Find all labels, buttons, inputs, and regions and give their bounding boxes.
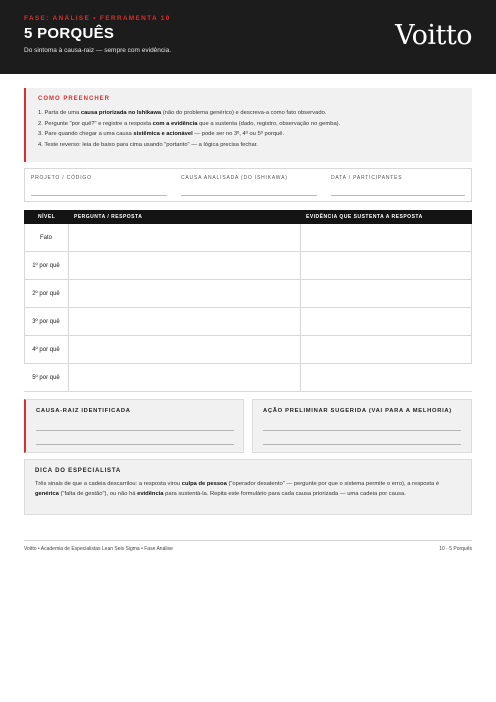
question-answer-cell[interactable]: [68, 336, 300, 364]
text-run: 1. Parta de uma: [38, 110, 81, 116]
row-level-label: 2º por quê: [32, 291, 60, 297]
evidence-cell[interactable]: [300, 364, 472, 392]
emphasis-text: sistêmica e acionável: [133, 131, 193, 138]
preliminary-action-line[interactable]: [263, 430, 461, 431]
meta-label: DATA / PARTICIPANTES: [331, 175, 403, 181]
question-answer-cell[interactable]: [68, 224, 300, 252]
meta-input-line[interactable]: [181, 195, 317, 196]
footer-page-label: 10 · 5 Porquês: [439, 546, 472, 552]
instruction-item: [38, 140, 340, 151]
preliminary-action-line[interactable]: [263, 444, 461, 445]
text-run: Três sinais de que a cadeia descarrilou: a resposta virou: [35, 481, 182, 487]
preliminary-action-title: AÇÃO PRELIMINAR SUGERIDA (VAI PARA A MELHORIA): [263, 408, 452, 414]
expert-tip-text: [35, 479, 461, 499]
text-run: ("falta de gestão"), ou não há: [58, 491, 138, 497]
row-level-label: 1º por quê: [32, 263, 60, 269]
evidence-cell[interactable]: [300, 280, 472, 308]
header-level: NÍVEL: [38, 214, 56, 220]
preliminary-action-box: [252, 399, 472, 453]
instruction-item: [38, 108, 340, 119]
table-row: [24, 308, 472, 336]
question-answer-cell[interactable]: [68, 252, 300, 280]
page-title: 5 PORQUÊS: [24, 25, 115, 42]
text-run: para sustentá-la. Repita este formulário para cada causa priorizada — uma cadeia por causa.: [163, 491, 406, 497]
meta-label: PROJETO / CÓDIGO: [31, 175, 92, 181]
voitto-logo: Voitto: [395, 20, 472, 51]
table-row: [24, 336, 472, 364]
table-row: [24, 280, 472, 308]
table-row: [24, 224, 472, 252]
root-cause-title: CAUSA-RAIZ IDENTIFICADA: [36, 408, 131, 414]
emphasis-text: causa priorizada no Ishikawa: [80, 110, 162, 116]
text-run: (não do problema genérico) e descreva-a como fato observado.: [161, 110, 327, 116]
page-subtitle: Do sintoma à causa-raiz — sempre com evidência.: [24, 47, 172, 54]
instructions-panel: [24, 88, 472, 162]
emphasis-text: genérica: [35, 491, 59, 497]
row-level-label: Fato: [39, 235, 52, 241]
meta-input-line[interactable]: [31, 195, 167, 196]
footer-divider: [24, 540, 472, 541]
expert-tip-panel: [24, 459, 472, 515]
expert-tip-title: DICA DO ESPECIALISTA: [35, 468, 122, 474]
row-level-label: 4º por quê: [32, 347, 60, 353]
row-level-label: 5º por quê: [32, 375, 60, 381]
question-answer-cell[interactable]: [68, 280, 300, 308]
header-question: PERGUNTA / RESPOSTA: [74, 214, 143, 220]
root-cause-box: [24, 399, 244, 453]
phase-kicker: FASE: ANÁLISE • FERRAMENTA 10: [24, 15, 171, 22]
instructions-title: COMO PREENCHER: [38, 96, 111, 102]
project-meta-fields: [24, 168, 472, 202]
row-level-label: 3º por quê: [32, 319, 60, 325]
text-run: 4. Teste reverso: leia de baixo para cima usando "portanto" — a lógica precisa fechar.: [38, 141, 258, 148]
meta-label: CAUSA ANALISADA (DO ISHIKAWA): [181, 175, 288, 181]
evidence-cell[interactable]: [300, 252, 472, 280]
footer-credit: Voitto • Academia de Especialistas Lean Seis Sigma • Fase Análise: [24, 546, 173, 552]
text-run: 3. Pare quando chegar a uma causa: [38, 131, 134, 138]
emphasis-text: com a evidência: [152, 120, 198, 127]
instruction-item: [38, 129, 340, 140]
header-banner: [0, 0, 496, 74]
question-answer-cell[interactable]: [68, 308, 300, 336]
question-answer-cell[interactable]: [68, 364, 300, 392]
text-run: 2. Pergunte "por quê?" e registre a resposta: [38, 120, 153, 127]
meta-input-line[interactable]: [331, 195, 465, 196]
root-cause-line[interactable]: [36, 430, 234, 431]
evidence-cell[interactable]: [300, 336, 472, 364]
text-run: ("operador desatento" — pergunte por que o sistema permite o erro), a resposta é: [226, 481, 440, 487]
instructions-list: [38, 108, 340, 150]
evidence-cell[interactable]: [300, 224, 472, 252]
root-cause-line[interactable]: [36, 444, 234, 445]
meta-field-cause[interactable]: [175, 169, 325, 201]
emphasis-text: evidência: [137, 491, 164, 497]
text-run: — pode ser no 3º, 4º ou 5º porquê.: [192, 131, 285, 138]
text-run: que a sustenta (dado, registro, observação no gemba).: [197, 120, 341, 127]
table-row: [24, 364, 472, 392]
table-row: [24, 252, 472, 280]
header-evidence: EVIDÊNCIA QUE SUSTENTA A RESPOSTA: [306, 214, 423, 220]
table-header: [24, 210, 472, 224]
meta-field-project[interactable]: [25, 169, 175, 201]
emphasis-text: culpa de pessoa: [181, 481, 227, 487]
instruction-item: [38, 119, 340, 130]
evidence-cell[interactable]: [300, 308, 472, 336]
meta-field-date[interactable]: [325, 169, 473, 201]
